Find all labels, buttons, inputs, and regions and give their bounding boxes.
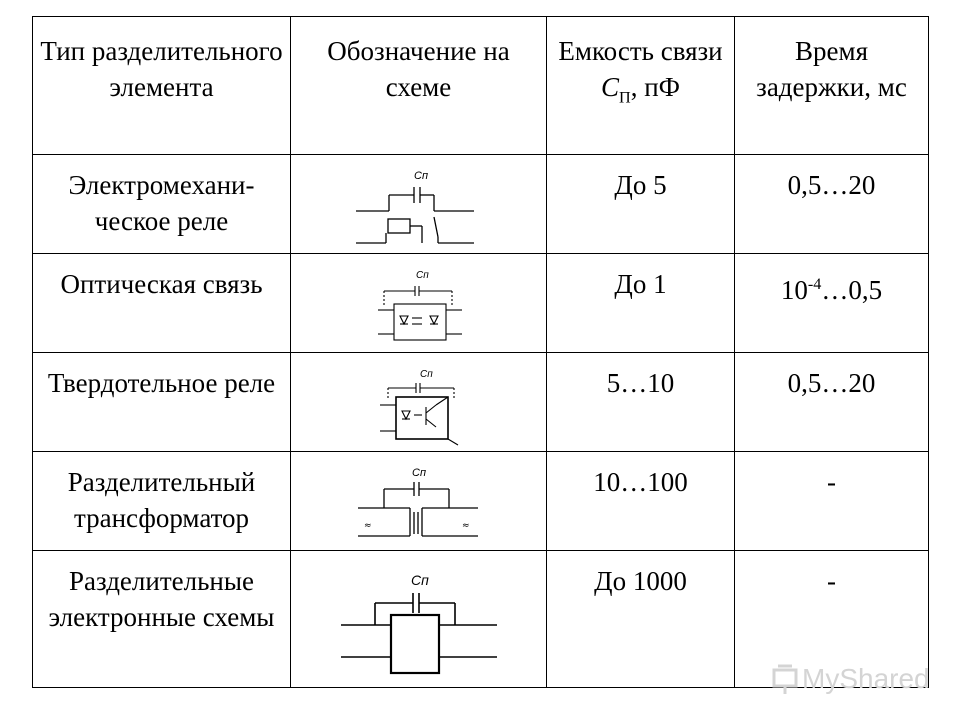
capacity-cell: До 1 — [547, 254, 735, 353]
capacity-cell: 10…100 — [547, 452, 735, 551]
header-capacity-text: Емкость связи — [558, 36, 723, 66]
delay-cell: 0,5…20 — [735, 155, 929, 254]
symbol-cell — [291, 254, 547, 353]
optocoupler-symbol-icon — [374, 266, 464, 352]
header-symbol: Обозначение на схеме — [291, 17, 547, 155]
header-row — [33, 17, 929, 155]
symbol-cell — [291, 353, 547, 452]
header-capacity-sub: П — [619, 88, 631, 107]
symbol-label: Cп — [411, 467, 426, 479]
isolation-circuit-symbol-icon — [339, 563, 499, 683]
symbol-cell — [291, 452, 547, 551]
type-cell: Разделительный трансформатор — [33, 452, 291, 551]
delay-rest: …0,5 — [821, 275, 883, 305]
symbol-cell — [291, 551, 547, 688]
symbol-label: Cп — [419, 369, 433, 380]
delay-exponent: -4 — [807, 275, 822, 293]
presentation-icon — [774, 666, 796, 694]
relay-symbol-icon — [354, 167, 484, 253]
symbol-label: Cп — [410, 572, 429, 588]
capacity-cell: 5…10 — [547, 353, 735, 452]
delay-cell: - — [735, 551, 929, 688]
delay-cell: 0,5…20 — [735, 353, 929, 452]
symbol-cell — [291, 155, 547, 254]
symbol-label: Cп — [415, 270, 429, 281]
header-delay: Время задержки, мс — [735, 17, 929, 155]
header-capacity-unit: , пФ — [630, 72, 680, 102]
header-capacity — [547, 17, 735, 155]
header-type: Тип разделительного элемента — [33, 17, 291, 155]
capacity-cell: До 1000 — [547, 551, 735, 688]
watermark-logo — [770, 662, 940, 696]
type-cell: Оптическая связь — [33, 254, 291, 353]
delay-cell — [735, 254, 929, 353]
watermark-text: MyShared — [802, 663, 930, 694]
type-cell: Твердотельное реле — [33, 353, 291, 452]
table-row — [33, 254, 929, 353]
symbol-label: Cп — [413, 170, 428, 182]
tilde-right: ≈ — [461, 521, 470, 531]
table-row — [33, 155, 929, 254]
tilde-left: ≈ — [363, 521, 372, 531]
delay-base: 10 — [780, 275, 808, 305]
header-capacity-symbol: С — [601, 72, 620, 102]
table-row — [33, 452, 929, 551]
solid-state-relay-symbol-icon — [374, 365, 464, 451]
type-cell: Электромехани-ческое реле — [33, 155, 291, 254]
comparison-table — [32, 16, 929, 688]
type-cell: Разделительные электронные схемы — [33, 551, 291, 688]
table-row — [33, 353, 929, 452]
transformer-symbol-icon — [354, 464, 484, 550]
capacity-cell: До 5 — [547, 155, 735, 254]
delay-cell: - — [735, 452, 929, 551]
